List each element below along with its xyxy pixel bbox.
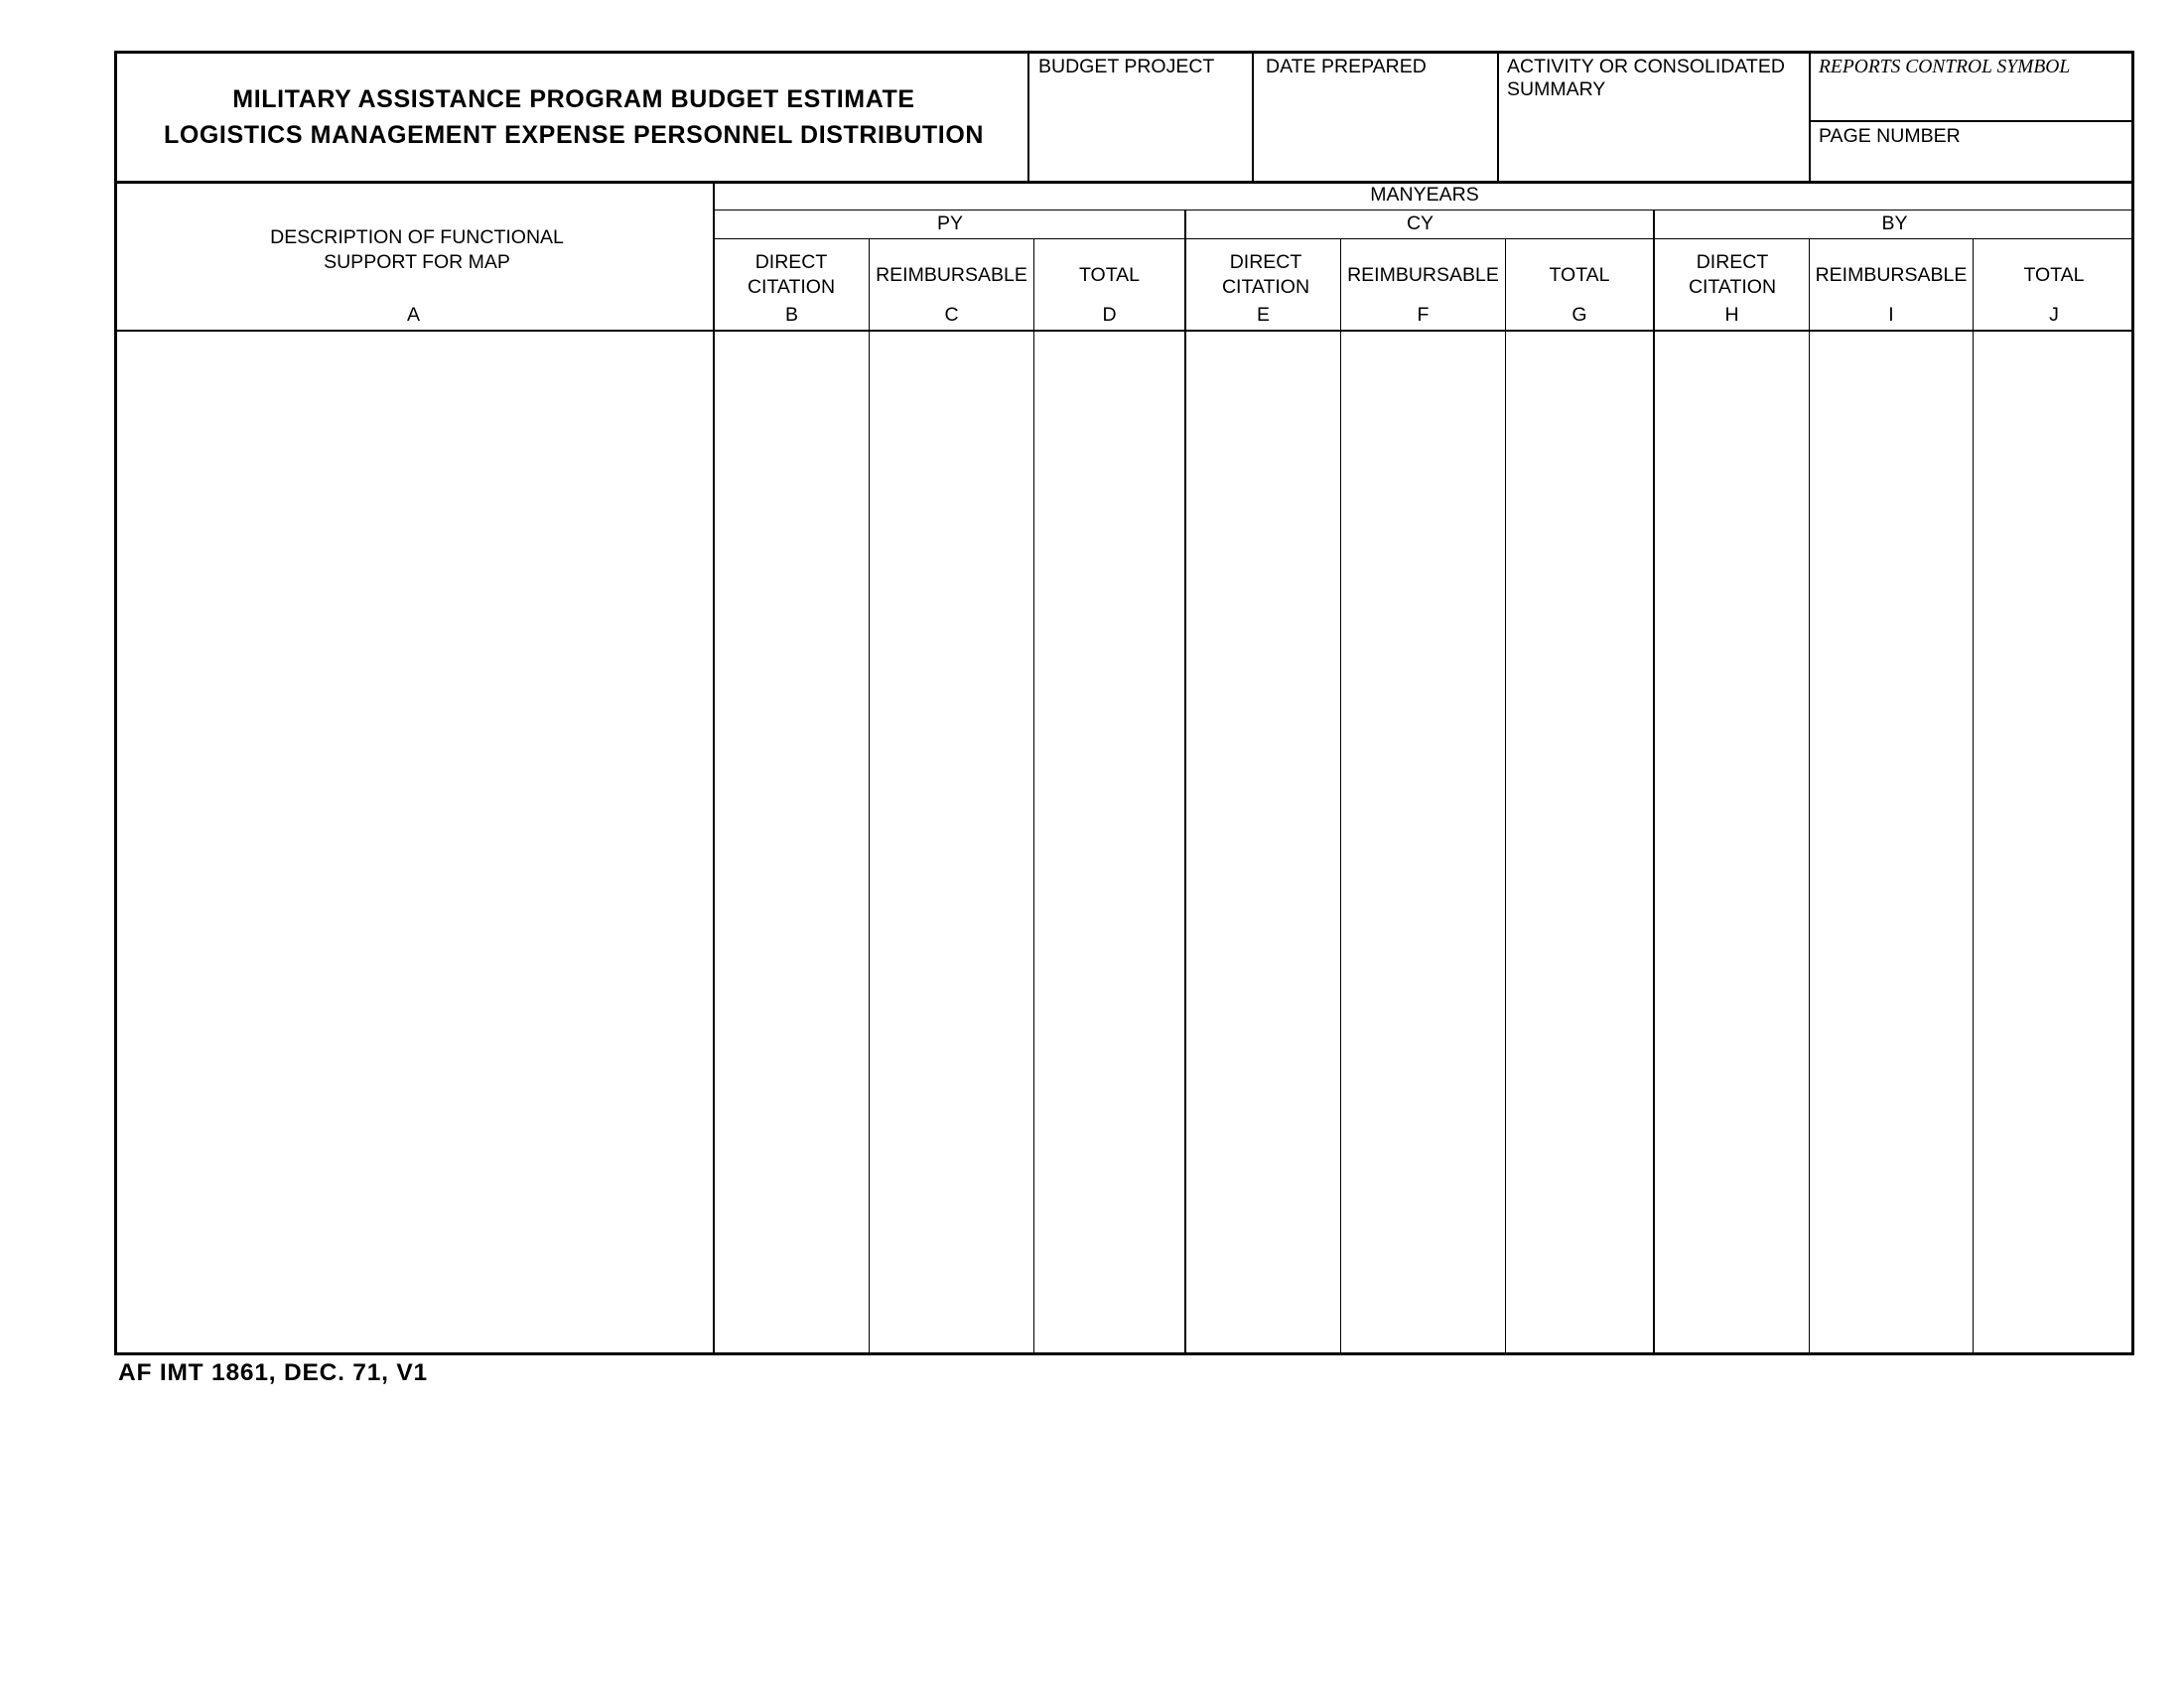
form-title-line2: LOGISTICS MANAGEMENT EXPENSE PERSONNEL DISTRIBUTION <box>163 121 985 149</box>
description-entry-cell[interactable] <box>117 332 712 1352</box>
reports-control-symbol-label: REPORTS CONTROL SYMBOL <box>1819 57 2071 77</box>
column-d-entry-cell[interactable] <box>1035 332 1183 1352</box>
budget-project-field[interactable] <box>1038 56 1247 175</box>
date-prepared-label: DATE PREPARED <box>1266 56 1427 77</box>
column-c-header: REIMBURSABLE <box>876 264 1027 286</box>
description-letter: A <box>406 304 420 326</box>
form-title-line1: MILITARY ASSISTANCE PROGRAM BUDGET ESTIMATE <box>232 85 915 113</box>
group-cy-label: CY <box>1406 212 1434 234</box>
column-d-header: TOTAL <box>1078 264 1141 286</box>
activity-field[interactable] <box>1507 56 1805 175</box>
date-prepared-field[interactable] <box>1266 56 1492 175</box>
group-py-label: PY <box>936 212 963 234</box>
page-number-field[interactable] <box>1819 125 2128 175</box>
manyears-rule <box>714 210 2134 211</box>
column-f-entry-cell[interactable] <box>1342 332 1504 1352</box>
column-g-header: TOTAL <box>1549 264 1610 286</box>
divider-e-f <box>1340 239 1341 1354</box>
divider-f-g <box>1505 239 1506 1354</box>
divider-budget-date <box>1252 51 1254 182</box>
column-i-header: REIMBURSABLE <box>1815 264 1968 286</box>
column-f-letter: F <box>1417 304 1430 326</box>
column-g-letter: G <box>1571 304 1587 326</box>
column-c-letter: C <box>944 304 959 326</box>
column-d-letter: D <box>1102 304 1117 326</box>
reports-control-symbol-field[interactable] <box>1819 56 2128 115</box>
activity-label: ACTIVITY OR CONSOLIDATED SUMMARY <box>1507 56 1785 100</box>
divider-b-c <box>869 239 870 1354</box>
divider-date-activity <box>1497 51 1499 182</box>
column-h-entry-cell[interactable] <box>1655 332 1808 1352</box>
form-title <box>117 81 1030 153</box>
column-c-entry-cell[interactable] <box>871 332 1032 1352</box>
column-b-header: DIRECT CITATION <box>747 251 836 298</box>
divider-c-d <box>1033 239 1034 1354</box>
group-by-label: BY <box>1881 212 1908 234</box>
form-number: AF IMT 1861, DEC. 71, V1 <box>118 1359 428 1386</box>
divider-activity-rcs <box>1809 51 1811 182</box>
group-rule <box>714 238 2134 239</box>
column-b-letter: B <box>784 304 798 326</box>
column-e-entry-cell[interactable] <box>1186 332 1339 1352</box>
column-j-letter: J <box>2049 304 2059 326</box>
divider-h-i <box>1809 239 1810 1354</box>
column-e-letter: E <box>1256 304 1270 326</box>
manyears-header: MANYEARS <box>1370 184 1479 206</box>
rcs-page-rule <box>1809 120 2134 122</box>
column-h-header: DIRECT CITATION <box>1688 251 1777 298</box>
column-h-letter: H <box>1724 304 1739 326</box>
column-g-entry-cell[interactable] <box>1507 332 1652 1352</box>
budget-project-label: BUDGET PROJECT <box>1038 56 1215 77</box>
column-i-entry-cell[interactable] <box>1811 332 1972 1352</box>
column-e-header: DIRECT CITATION <box>1221 251 1310 298</box>
column-j-header: TOTAL <box>2023 264 2085 286</box>
description-header: DESCRIPTION OF FUNCTIONAL SUPPORT FOR MAP <box>270 226 564 273</box>
column-j-entry-cell[interactable] <box>1975 332 2131 1352</box>
column-b-entry-cell[interactable] <box>715 332 868 1352</box>
column-i-letter: I <box>1888 304 1894 326</box>
divider-i-j <box>1973 239 1974 1354</box>
column-f-header: REIMBURSABLE <box>1347 264 1499 286</box>
page-number-label: PAGE NUMBER <box>1819 125 1961 147</box>
